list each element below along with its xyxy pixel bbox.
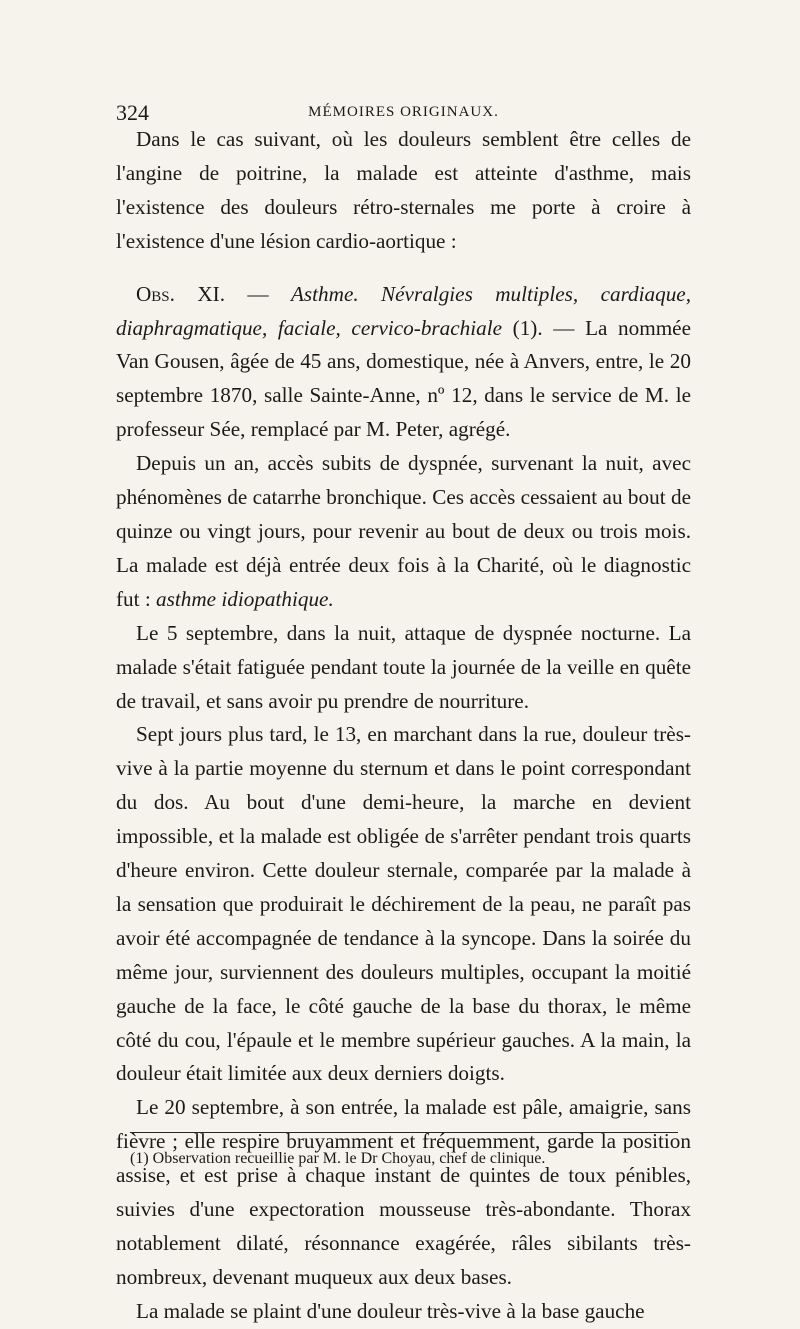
paragraph-admission: Le 20 septembre, à son entrée, la malade est pâle, amaigrie, sans fièvre ; elle respire bruyamment et fréquemment, garde la position assise, et est prise à chaque instant de quintes de toux pénibles, suivies d'une expectoration mousseuse très-abondante. Thorax notablement dilaté, résonnance exagérée, râles sibilants très-nombreux, devenant muqueux aux deux bases. [116, 1095, 691, 1289]
history-text: Depuis un an, accès subits de dyspnée, survenant la nuit, avec phénomènes de catarrhe bronchique. Ces accès cessaient au bout de quinze ou vingt jours, pour revenir au bout de deux ou trois mois. La malade est déjà entrée deux fois à la Charité, où le diagnostic fut : [116, 451, 691, 611]
observation-dash: — [225, 281, 291, 306]
paragraph-intro: Dans le cas suivant, où les douleurs semblent être celles de l'angine de poitrine, la malade est atteinte d'asthme, mais l'existence des douleurs rétro-sternales me porte à croire à l'existence d'une lésion cardio-aortique : [116, 127, 691, 253]
observation-text: — La nommée Van Gousen, âgée de 45 ans, domestique, née à Anvers, entre, le 20 septembre 1870, salle Sainte-Anne, nº 12, dans le service de M. le professeur Sée, remplacé par M. Peter, agrégé. [116, 315, 691, 442]
paragraph-attack: Le 5 septembre, dans la nuit, attaque de dyspnée nocturne. La malade s'était fatiguée pendant toute la journée de la veille en quête de travail, et sans avoir pu prendre de nourriture. [116, 620, 691, 713]
running-head: MÉMOIRES ORIGINAUX. [308, 104, 499, 120]
page-number: 324 [116, 100, 149, 125]
paragraph-history [116, 447, 691, 617]
paragraph-pain: Sept jours plus tard, le 13, en marchant dans la rue, douleur très-vive à la partie moyenne du sternum et dans le point correspondant du dos. Au bout d'une demi-heure, la marche en devient impossible, et la malade est obligée de s'arrêter pendant trois quarts d'heure environ. Cette douleur sternale, comparée par la malade à la sensation que produirait le déchirement de la peau, ne paraît pas avoir été accompagnée de tendance à la syncope. Dans la soirée du même jour, surviennent des douleurs multiples, occupant la moitié gauche de la face, le côté gauche de la base du thorax, le même côté du cou, l'épaule et le membre supérieur gauches. A la main, la douleur était limitée aux deux derniers doigts. [116, 722, 691, 1086]
paragraph-complaint: La malade se plaint d'une douleur très-vive à la base gauche [136, 1298, 645, 1323]
paragraph-observation-heading [116, 278, 691, 448]
observation-label: Obs. XI. [136, 281, 225, 306]
footnote-reference: (1). [502, 315, 543, 340]
observation-title: Asthme. Névralgies multiples, cardiaque, diaphragmatique, faciale, cervico-brachiale [116, 281, 691, 340]
footnote: (1) Observation recueillie par M. le Dr Choyau, chef de clinique. [130, 1150, 546, 1167]
diagnosis-italic: asthme idiopathique. [156, 586, 334, 611]
footnote-rule [130, 1132, 678, 1133]
